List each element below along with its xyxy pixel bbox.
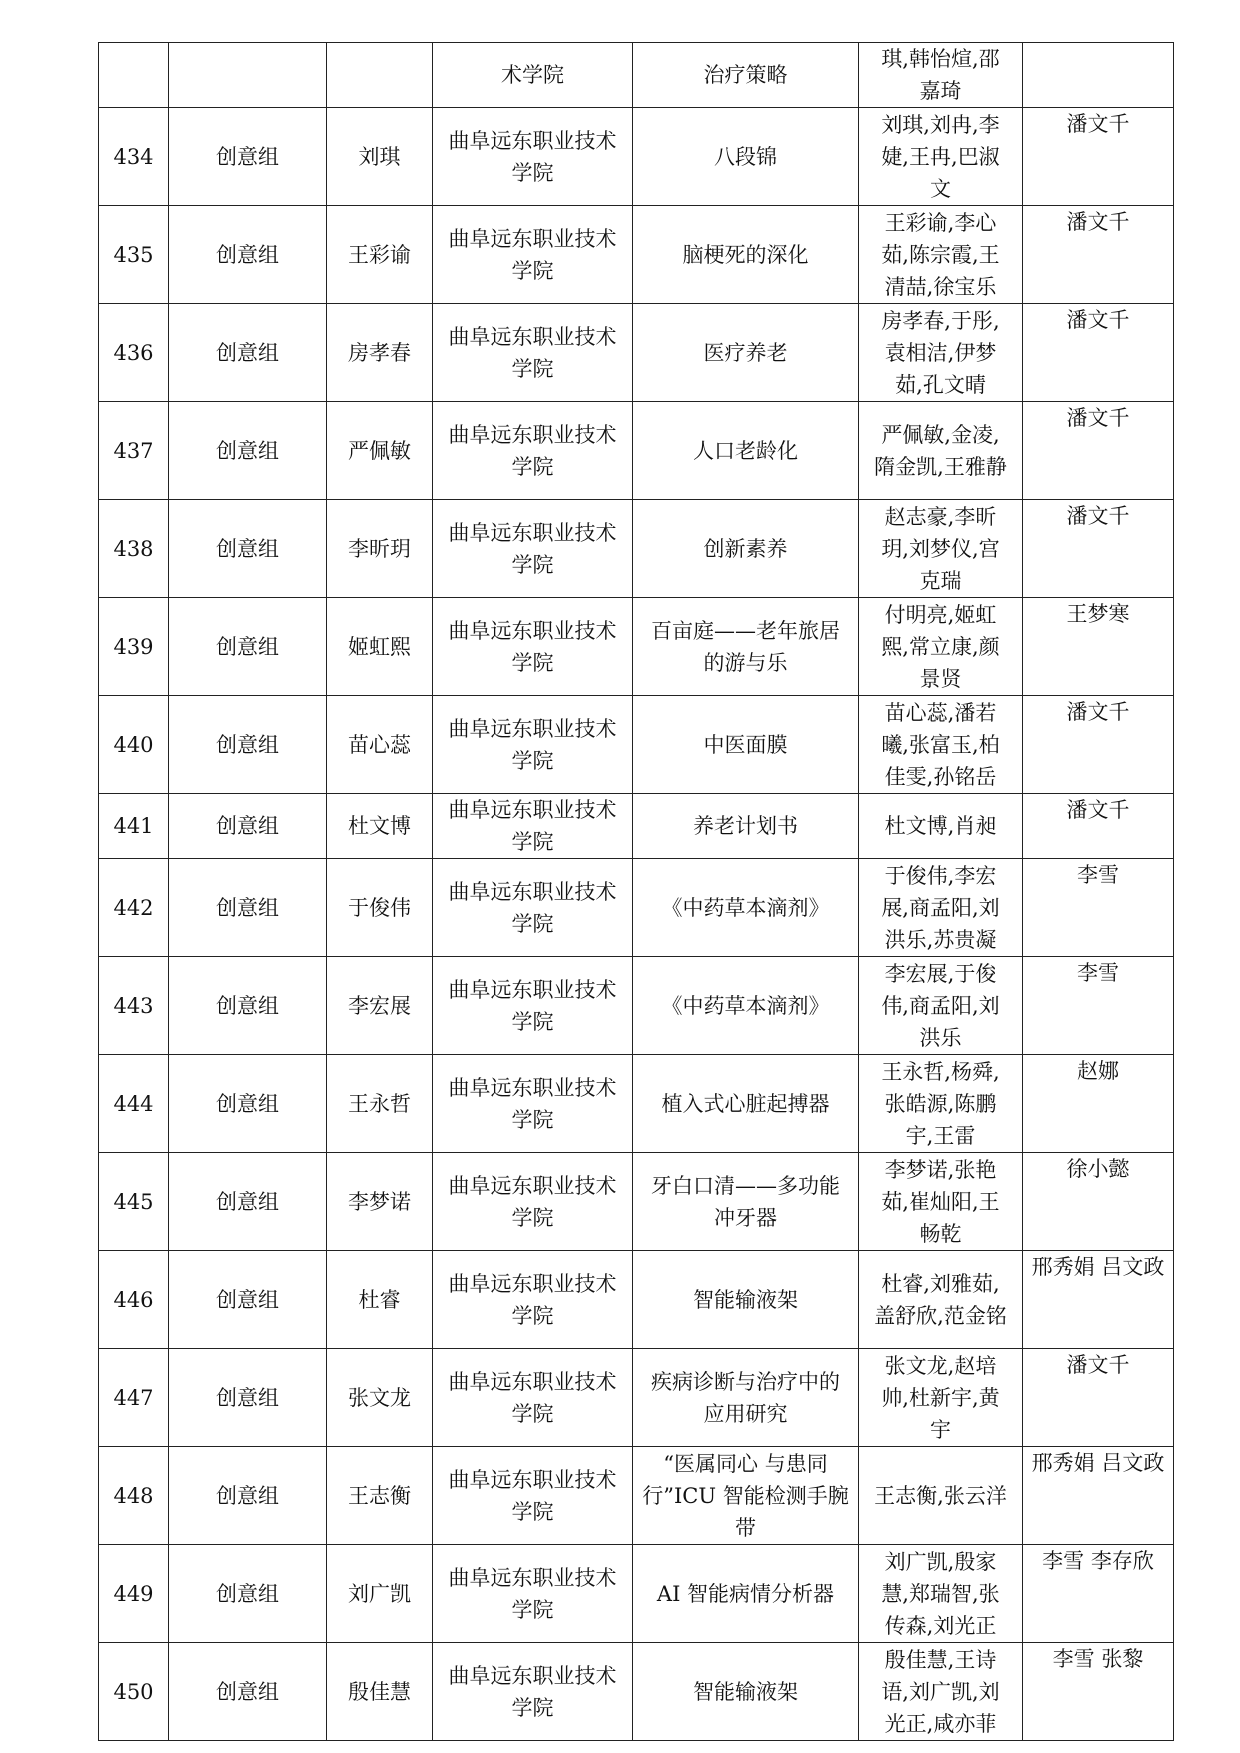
cell-advisor: 邢秀娟 吕文政 (1023, 1251, 1174, 1349)
cell-group: 创意组 (169, 304, 327, 402)
cell-no (99, 43, 169, 108)
cell-no: 439 (99, 598, 169, 696)
cell-leader: 殷佳慧 (327, 1643, 433, 1741)
cell-group: 创意组 (169, 598, 327, 696)
cell-project: 创新素养 (633, 500, 859, 598)
cell-leader: 李梦诺 (327, 1153, 433, 1251)
table-row (99, 1447, 1174, 1545)
cell-group: 创意组 (169, 1545, 327, 1643)
cell-school: 曲阜远东职业技术学院 (433, 598, 633, 696)
table-row (99, 696, 1174, 794)
cell-project: 牙白口清——多功能冲牙器 (633, 1153, 859, 1251)
table-row (99, 1545, 1174, 1643)
cell-team: 王永哲,杨舜,张皓源,陈鹏宇,王雷 (859, 1055, 1023, 1153)
cell-leader: 张文龙 (327, 1349, 433, 1447)
cell-group: 创意组 (169, 402, 327, 500)
cell-school: 曲阜远东职业技术学院 (433, 1643, 633, 1741)
cell-project: 人口老龄化 (633, 402, 859, 500)
cell-advisor: 王梦寒 (1023, 598, 1174, 696)
cell-leader: 杜文博 (327, 794, 433, 859)
cell-no: 444 (99, 1055, 169, 1153)
cell-group: 创意组 (169, 1447, 327, 1545)
table-row (99, 598, 1174, 696)
cell-leader: 姬虹熙 (327, 598, 433, 696)
cell-group: 创意组 (169, 696, 327, 794)
cell-school: 曲阜远东职业技术学院 (433, 859, 633, 957)
table-row-continued (99, 43, 1174, 108)
cell-team: 付明亮,姬虹熙,常立康,颜景贤 (859, 598, 1023, 696)
cell-project: 智能输液架 (633, 1643, 859, 1741)
table-row (99, 794, 1174, 859)
cell-school: 曲阜远东职业技术学院 (433, 1055, 633, 1153)
cell-advisor: 李雪 (1023, 859, 1174, 957)
cell-team: 王志衡,张云洋 (859, 1447, 1023, 1545)
cell-no: 447 (99, 1349, 169, 1447)
cell-project: 八段锦 (633, 108, 859, 206)
cell-project: 治疗策略 (633, 43, 859, 108)
cell-no: 442 (99, 859, 169, 957)
cell-no: 450 (99, 1643, 169, 1741)
cell-no: 437 (99, 402, 169, 500)
cell-group: 创意组 (169, 1055, 327, 1153)
cell-no: 436 (99, 304, 169, 402)
cell-project: 《中药草本滴剂》 (633, 957, 859, 1055)
table-row (99, 304, 1174, 402)
table-row (99, 1349, 1174, 1447)
cell-leader: 王彩谕 (327, 206, 433, 304)
cell-no: 441 (99, 794, 169, 859)
cell-team: 于俊伟,李宏展,商孟阳,刘洪乐,苏贵凝 (859, 859, 1023, 957)
cell-leader: 于俊伟 (327, 859, 433, 957)
table-row (99, 1153, 1174, 1251)
cell-advisor: 潘文千 (1023, 402, 1174, 500)
cell-advisor: 李雪 李存欣 (1023, 1545, 1174, 1643)
cell-advisor: 邢秀娟 吕文政 (1023, 1447, 1174, 1545)
table-row (99, 1251, 1174, 1349)
cell-team: 杜文博,肖昶 (859, 794, 1023, 859)
cell-team: 刘广凯,殷家慧,郑瑞智,张传森,刘光正 (859, 1545, 1023, 1643)
cell-advisor: 潘文千 (1023, 304, 1174, 402)
cell-advisor: 赵娜 (1023, 1055, 1174, 1153)
cell-school: 曲阜远东职业技术学院 (433, 794, 633, 859)
cell-advisor: 潘文千 (1023, 206, 1174, 304)
cell-advisor (1023, 43, 1174, 108)
table-row (99, 1055, 1174, 1153)
cell-school: 曲阜远东职业技术学院 (433, 1251, 633, 1349)
cell-leader: 王志衡 (327, 1447, 433, 1545)
cell-advisor: 潘文千 (1023, 500, 1174, 598)
cell-advisor: 李雪 张黎 (1023, 1643, 1174, 1741)
cell-leader: 李宏展 (327, 957, 433, 1055)
cell-project: “医属同心 与患同行”ICU 智能检测手腕带 (633, 1447, 859, 1545)
cell-group: 创意组 (169, 957, 327, 1055)
cell-group: 创意组 (169, 108, 327, 206)
cell-team: 李梦诺,张艳茹,崔灿阳,王畅乾 (859, 1153, 1023, 1251)
cell-project: 养老计划书 (633, 794, 859, 859)
cell-project: 《中药草本滴剂》 (633, 859, 859, 957)
cell-team: 严佩敏,金凌,隋金凯,王雅静 (859, 402, 1023, 500)
cell-group: 创意组 (169, 794, 327, 859)
cell-group: 创意组 (169, 500, 327, 598)
cell-leader: 刘广凯 (327, 1545, 433, 1643)
cell-group: 创意组 (169, 859, 327, 957)
cell-school: 曲阜远东职业技术学院 (433, 1153, 633, 1251)
cell-school: 曲阜远东职业技术学院 (433, 1545, 633, 1643)
cell-school: 曲阜远东职业技术学院 (433, 957, 633, 1055)
table-row (99, 1643, 1174, 1741)
cell-no: 438 (99, 500, 169, 598)
cell-team: 杜睿,刘雅茹,盖舒欣,范金铭 (859, 1251, 1023, 1349)
cell-team: 琪,韩怡煊,邵嘉琦 (859, 43, 1023, 108)
cell-advisor: 李雪 (1023, 957, 1174, 1055)
cell-advisor: 潘文千 (1023, 1349, 1174, 1447)
cell-advisor: 潘文千 (1023, 696, 1174, 794)
cell-project: 医疗养老 (633, 304, 859, 402)
cell-no: 443 (99, 957, 169, 1055)
table-row (99, 500, 1174, 598)
cell-project: 智能输液架 (633, 1251, 859, 1349)
cell-team: 殷佳慧,王诗语,刘广凯,刘光正,咸亦菲 (859, 1643, 1023, 1741)
table-row (99, 206, 1174, 304)
cell-project: 脑梗死的深化 (633, 206, 859, 304)
cell-advisor: 潘文千 (1023, 794, 1174, 859)
cell-leader: 李昕玥 (327, 500, 433, 598)
cell-school: 曲阜远东职业技术学院 (433, 108, 633, 206)
cell-project: 中医面膜 (633, 696, 859, 794)
cell-group: 创意组 (169, 206, 327, 304)
table-row (99, 957, 1174, 1055)
cell-no: 434 (99, 108, 169, 206)
cell-advisor: 潘文千 (1023, 108, 1174, 206)
cell-project: 百亩庭——老年旅居的游与乐 (633, 598, 859, 696)
cell-school: 曲阜远东职业技术学院 (433, 206, 633, 304)
cell-no: 435 (99, 206, 169, 304)
cell-team: 刘琪,刘冉,李婕,王冉,巴淑文 (859, 108, 1023, 206)
cell-team: 苗心蕊,潘若曦,张富玉,柏佳雯,孙铭岳 (859, 696, 1023, 794)
cell-leader: 杜睿 (327, 1251, 433, 1349)
cell-leader: 房孝春 (327, 304, 433, 402)
cell-no: 440 (99, 696, 169, 794)
cell-project: 疾病诊断与治疗中的应用研究 (633, 1349, 859, 1447)
cell-no: 445 (99, 1153, 169, 1251)
cell-group: 创意组 (169, 1251, 327, 1349)
cell-group: 创意组 (169, 1643, 327, 1741)
cell-team: 张文龙,赵培帅,杜新宇,黄宇 (859, 1349, 1023, 1447)
cell-leader: 严佩敏 (327, 402, 433, 500)
cell-leader: 苗心蕊 (327, 696, 433, 794)
cell-no: 448 (99, 1447, 169, 1545)
cell-team: 房孝春,于彤,袁相洁,伊梦茹,孔文晴 (859, 304, 1023, 402)
cell-group: 创意组 (169, 1153, 327, 1251)
cell-school: 曲阜远东职业技术学院 (433, 696, 633, 794)
cell-leader: 刘琪 (327, 108, 433, 206)
cell-school: 曲阜远东职业技术学院 (433, 402, 633, 500)
cell-no: 446 (99, 1251, 169, 1349)
cell-project: AI 智能病情分析器 (633, 1545, 859, 1643)
results-table (98, 42, 1174, 1741)
cell-advisor: 徐小懿 (1023, 1153, 1174, 1251)
cell-school: 曲阜远东职业技术学院 (433, 1447, 633, 1545)
cell-group: 创意组 (169, 1349, 327, 1447)
cell-no: 449 (99, 1545, 169, 1643)
cell-project: 植入式心脏起搏器 (633, 1055, 859, 1153)
table-row (99, 402, 1174, 500)
cell-school: 术学院 (433, 43, 633, 108)
cell-team: 赵志豪,李昕玥,刘梦仪,宫克瑞 (859, 500, 1023, 598)
table-row (99, 859, 1174, 957)
cell-school: 曲阜远东职业技术学院 (433, 500, 633, 598)
table-row (99, 108, 1174, 206)
cell-leader: 王永哲 (327, 1055, 433, 1153)
cell-school: 曲阜远东职业技术学院 (433, 304, 633, 402)
cell-group (169, 43, 327, 108)
cell-team: 李宏展,于俊伟,商孟阳,刘洪乐 (859, 957, 1023, 1055)
cell-team: 王彩谕,李心茹,陈宗霞,王清喆,徐宝乐 (859, 206, 1023, 304)
cell-leader (327, 43, 433, 108)
cell-school: 曲阜远东职业技术学院 (433, 1349, 633, 1447)
